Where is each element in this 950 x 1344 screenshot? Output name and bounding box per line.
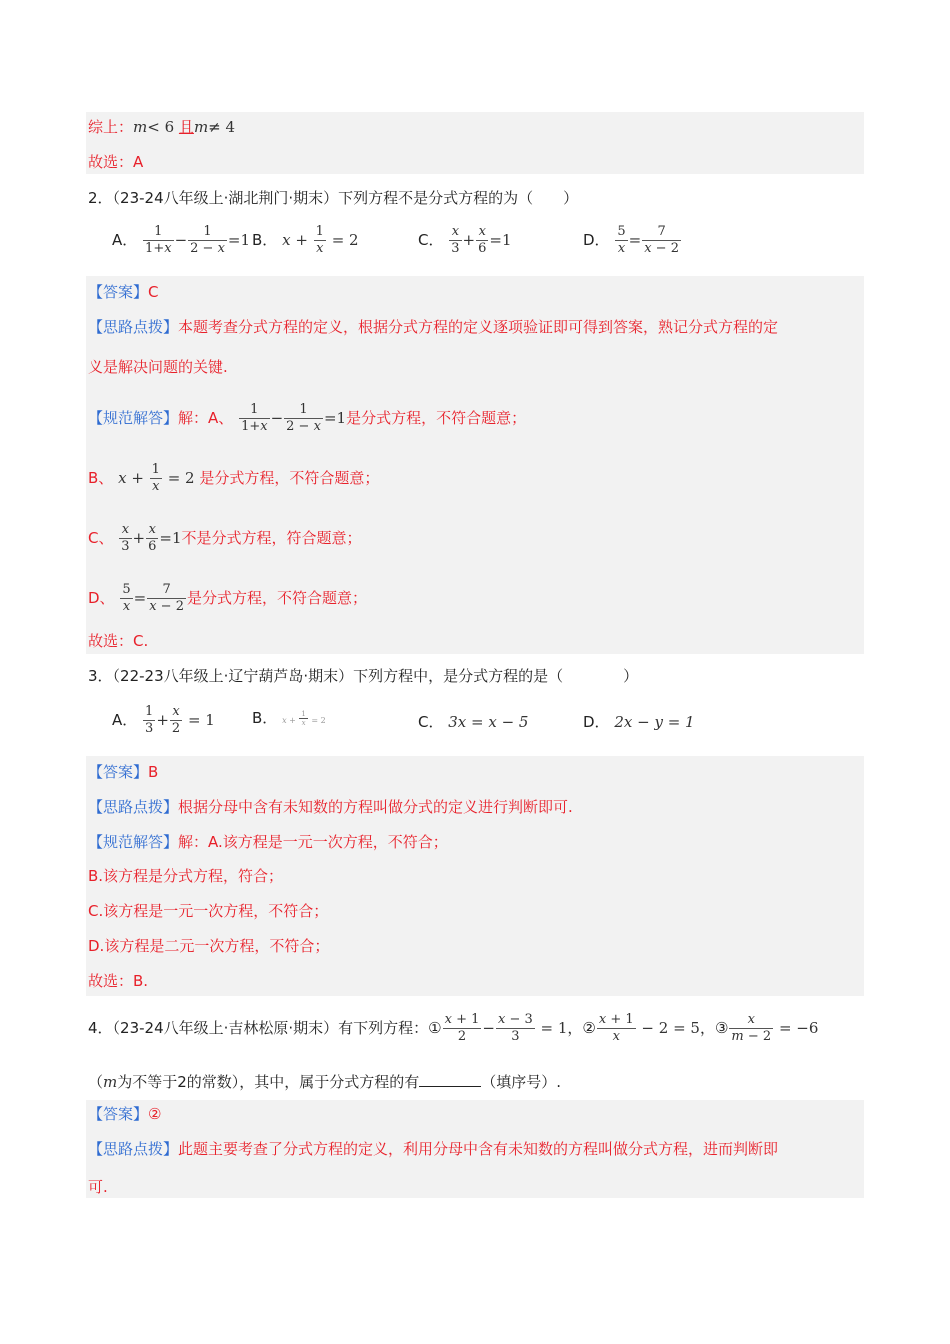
- q2-option-a: A． $\frac{1}{1+x}$ − $\frac{1}{2 - x}$ =1: [112, 224, 251, 256]
- q4-hint-2: 可.: [88, 1178, 108, 1196]
- q3-answer: 【答案】B: [88, 763, 159, 781]
- q2-solve-d: D、 $\frac{5}{x}$ = $\frac{7}{x - 2}$ 是分式方程，不符合题意；: [88, 582, 367, 614]
- q2-option-b: B． x + $\frac{1}{x}$ = 2: [252, 224, 359, 256]
- q3-hint: 【思路点拨】根据分母中含有未知数的方程叫做分式的定义进行判断即可.: [88, 798, 573, 816]
- q3-option-a: A． $\frac{1}{3}$ + $\frac{x}{2}$ = 1: [112, 704, 215, 736]
- q4-hint-1: 【思路点拨】此题主要考查了分式方程的定义，利用分母中含有未知数的方程叫做分式方程，进而判断即: [88, 1140, 779, 1158]
- q3-solve-a: 【规范解答】解：A.该方程是一元一次方程，不符合；: [88, 833, 448, 851]
- q3-option-b: B． x + $\frac{1}{x}$ = 2: [252, 709, 326, 727]
- q3-option-c: C． 3x = x − 5: [418, 713, 529, 731]
- conclusion-line: 故选：A: [88, 153, 144, 171]
- q4-answer: 【答案】②: [88, 1105, 162, 1123]
- q2-solve-a: 【规范解答】解：A、 $\frac{1}{1+x}$ − $\frac{1}{2 - x}$ =1是分式方程，不符合题意；: [88, 402, 527, 434]
- question-4-stem: 4．（23-24八年级上·吉林松原·期末）有下列方程：① $\frac{x + 1}{2}$ − $\frac{x - 3}{3}$ = 1，② $\frac{x + 1}{x}$ − 2 = 5，③ $\frac{x}{m - 2}$ = −6: [88, 1012, 819, 1044]
- fill-in-blank[interactable]: [419, 1072, 481, 1087]
- summary-line: 综上：m< 6 且m≠ 4: [88, 118, 236, 136]
- q3-solve-d: D.该方程是二元一次方程，不符合；: [88, 937, 330, 955]
- q3-conclusion: 故选：B.: [88, 972, 149, 990]
- q2-solve-c: C、 $\frac{x}{3}$ + $\frac{x}{6}$ =1不是分式方程，符合题意；: [88, 522, 362, 554]
- q2-answer: 【答案】C: [88, 283, 159, 301]
- q2-hint-2: 义是解决问题的关键.: [88, 358, 228, 376]
- q3-solve-b: B.该方程是分式方程，符合；: [88, 867, 284, 885]
- question-2-stem: 2．（23-24八年级上·湖北荆门·期末）下列方程不是分式方程的为（ ）: [88, 189, 579, 207]
- q2-solve-b: B、 x + $\frac{1}{x}$ = 2 是分式方程，不符合题意；: [88, 462, 380, 494]
- question-3-stem: 3．（22-23八年级上·辽宁葫芦岛·期末）下列方程中，是分式方程的是（ ）: [88, 667, 639, 685]
- q3-solve-c: C.该方程是一元一次方程，不符合；: [88, 902, 329, 920]
- q2-hint-1: 【思路点拨】本题考查分式方程的定义，根据分式方程的定义逐项验证即可得到答案，熟记分式方程的定: [88, 318, 779, 336]
- q3-option-d: D． 2x − y = 1: [583, 713, 695, 731]
- q2-option-d: D． $\frac{5}{x}$ = $\frac{7}{x - 2}$: [583, 224, 679, 256]
- question-4-line2: （m为不等于2的常数），其中，属于分式方程的有 （填序号）.: [88, 1073, 562, 1091]
- q2-option-c: C． $\frac{x}{3}$ + $\frac{x}{6}$ =1: [418, 224, 512, 256]
- q2-conclusion: 故选：C.: [88, 632, 149, 650]
